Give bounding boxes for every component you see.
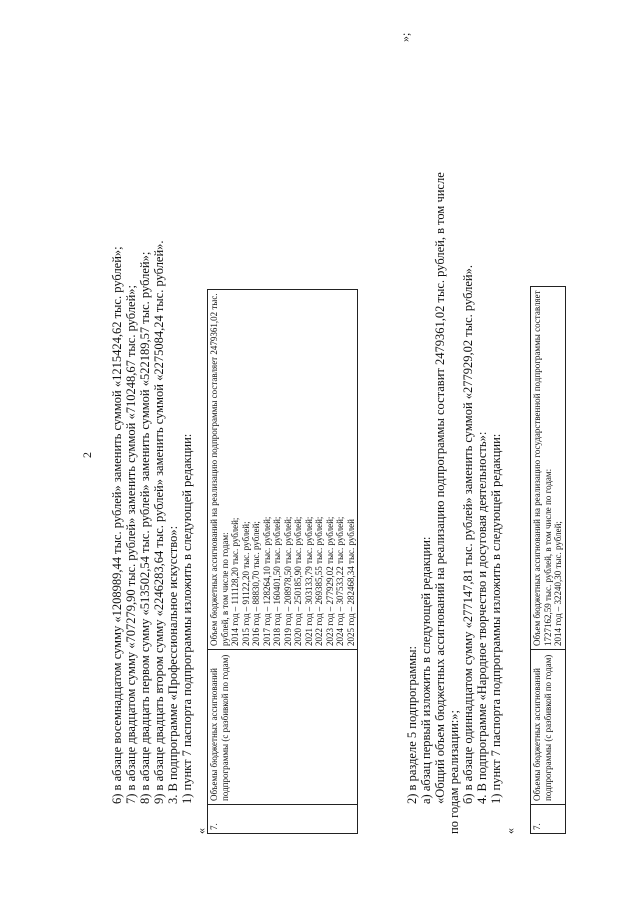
page-number: 2 — [80, 452, 94, 458]
item-line: 6) в абзаце восемнадцатом сумму «1208989,44 тыс. рублей» заменить суммой «1215424,62 тыс. рублей»; — [110, 246, 124, 804]
item-line: 3. В подпрограмме «Профессиональное искусство»: — [166, 525, 180, 804]
item-line: 1) пункт 7 паспорта подпрограммы изложить в следующей редакции: — [489, 433, 503, 804]
table-row-values: Объем бюджетных ассигнований на реализацию подпрограммы составляет 2479361,02 тыс. рублей, в том числе по годам: 2014 год – 111128,20 тыс. рублей; 2015 год – 91122,20 тыс. рублей; 2016 год – 88830,70 тыс. рублей; 2017 год – 128264,10 тыс. рублей; 2018 год – 160401,50 тыс. рублей; 2019 год – 208978,50 тыс. рублей; 2020 год – 250185,90 тыс. рублей; 2021 год – 303133,79 тыс. рублей; 2022 год – 269385,55 тыс. рублей; 2023 год – 277929,02 тыс. рублей; 2024 год – 307533,22 тыс. рублей; 2025 год – 282468,34 тыс. рублей — [208, 290, 358, 650]
close-quote: »; — [398, 32, 412, 42]
item-line: 8) в абзаце двадцать первом сумму «513502,54 тыс. рублей» заменить суммой «522189,57 тыс. рублей»; — [138, 251, 152, 804]
item-line: 9) в абзаце двадцать втором сумму «2246283,64 тыс. рублей» заменить суммой «2275084,24 тыс. рублей». — [152, 240, 166, 804]
open-quote: « — [503, 828, 517, 834]
item-line: 1) пункт 7 паспорта подпрограммы изложить в следующей редакции: — [180, 433, 194, 804]
table-row-number: 7. — [531, 805, 566, 834]
item-line: а) абзац первый изложить в следующей редакции: — [419, 536, 433, 804]
item-line: б) в абзаце одиннадцатом сумму «277147,81 тыс. рублей» заменить суммой «277929,02 тыс. рублей». — [461, 264, 475, 804]
item-line: «Общий объем бюджетных ассигнований на реализацию подпрограммы составит 2479361,02 тыс. рублей, в том числе — [433, 172, 447, 804]
passport-table-1 — [207, 289, 358, 834]
passport-table-2 — [530, 286, 566, 834]
item-line: 7) в абзаце двадцатом сумму «707279,90 тыс. рублей» заменить суммой «710248,67 тыс. рублей»; — [124, 284, 138, 804]
table-row-label: Объемы бюджетных ассигнований подпрограммы (с разбивкой по годам) — [531, 650, 566, 805]
item-line: 2) в разделе 5 подпрограммы: — [405, 645, 419, 804]
table-row-values: Объем бюджетных ассигнований на реализацию государственной подпрограммы составляет 1727162,59 тыс. рублей, в том числе по годам: 2014 год – 32240,30 тыс. рублей; — [531, 287, 566, 650]
table-row-label: Объемы бюджетных ассигнований подпрограммы (с разбивкой по годам) — [208, 650, 358, 805]
table-row-number: 7. — [208, 805, 358, 834]
open-quote: « — [194, 828, 208, 834]
item-line: 4. В подпрограмме «Народное творчество и досуговая деятельность»: — [475, 431, 489, 804]
item-line: по годам реализации:»; — [447, 710, 461, 834]
